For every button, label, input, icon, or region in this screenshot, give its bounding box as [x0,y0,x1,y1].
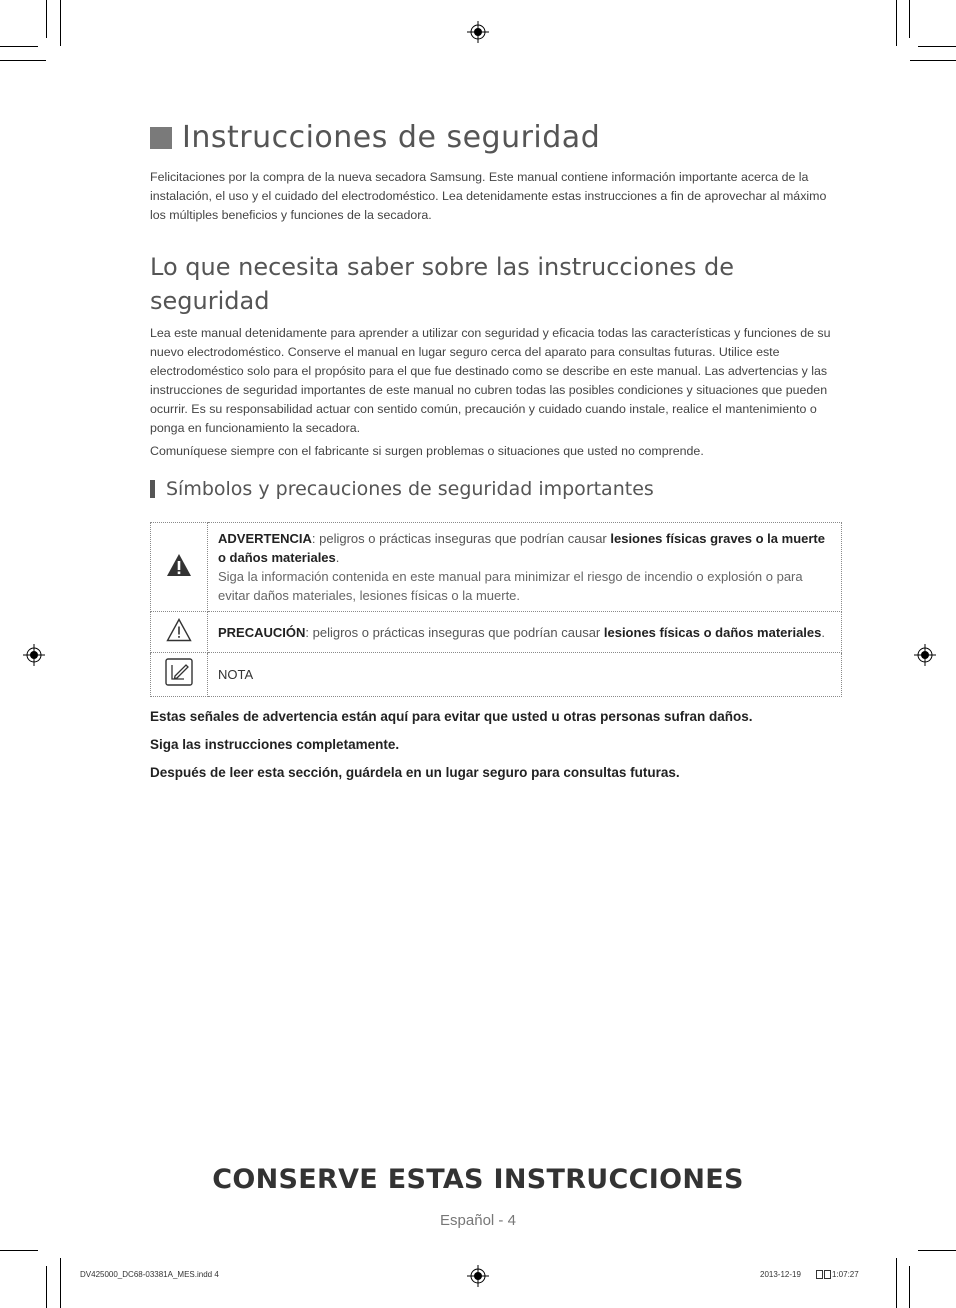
crop-mark [918,1250,956,1251]
section-paragraph-contact: Comuníquese siempre con el fabricante si surgen problemas o situaciones que usted no comprende. [150,444,704,458]
crop-mark [46,0,47,38]
slug-filename: DV425000_DC68-03381A_MES.indd 4 [80,1270,219,1279]
caution-row [151,612,842,653]
page-title [150,120,600,155]
crop-mark [896,1258,897,1308]
crop-mark [46,1266,47,1308]
caution-text: peligros o prácticas inseguras que podrían causar [312,624,604,640]
warning-icon-cell [151,523,208,612]
crop-mark [909,1266,910,1308]
warning-row [151,523,842,612]
symbols-heading [150,478,654,500]
page-number: Español - 4 [440,1212,516,1229]
caution-icon-cell [151,612,208,653]
crop-mark [918,46,956,47]
registration-mark-icon [467,21,489,43]
warning-sep: : [311,531,320,546]
note-label: NOTA [218,667,254,682]
heading-bar-icon [150,480,155,498]
registration-mark-icon [467,1265,489,1287]
symbols-heading-text: Símbolos y precauciones de seguridad importantes [166,478,654,500]
registration-mark-icon [914,644,936,666]
bold-note-3: Después de leer esta sección, guárdela en un lugar seguro para consultas futuras. [150,765,680,780]
crop-mark [60,0,61,46]
warning-bold-text: lesiones físicas graves o la muerte o daños materiales [218,531,825,565]
note-text-cell [208,653,842,697]
warning-sub-text: Siga la información contenida en este manual para minimizar el riesgo de incendio o explosión o para evitar daños materiales, lesiones físicas o la muerte. [218,569,803,603]
crop-mark [0,60,46,61]
title-square-icon [150,127,172,149]
crop-mark [909,0,910,38]
warning-end: . [335,550,340,565]
caution-sep: : [305,624,313,640]
warning-filled-icon [166,553,192,577]
section-paragraph: Lea este manual detenidamente para aprender a utilizar con seguridad y eficacia todas las características y funciones de su nuevo electrodoméstico. Conserve el manual en lugar seguro cerca del aparato para consultas futuras. Utilice este electrodoméstico solo para el propósito para el que fue destinado como se describe en este manual. Las advertencias y las instrucciones de seguridad importantes de este manual no cubren todas las posibles condiciones y situaciones que pueden ocurrir. Es su responsabilidad actuar con sentido común, precaución y cuidado cuando instale, realice el mantenimiento o ponga en funcionamiento la secadora. [150,326,831,435]
conserve-title: CONSERVE ESTAS INSTRUCCIONES [212,1164,744,1195]
caution-text-cell [208,612,842,653]
intro-paragraph: Felicitaciones por la compra de la nueva secadora Samsung. Este manual contiene información importante acerca de la instalación, el uso y el cuidado del electrodoméstico. Lea detenidamente estas instrucciones a fin de aprovechar al máximo los múltiples beneficios y funciones de la secadora. [150,170,827,222]
caution-label: PRECAUCIÓN [218,624,306,640]
crop-mark [0,1250,38,1251]
section-heading: Lo que necesita saber sobre las instrucciones de seguridad [150,253,735,315]
warning-text-cell [208,523,842,612]
crop-mark [60,1258,61,1308]
note-icon [164,657,194,687]
warning-text: peligros o prácticas inseguras que podrían causar [319,531,611,546]
slug-time: 1:07:27 [832,1270,859,1279]
warning-label: ADVERTENCIA [218,531,312,546]
slug-time-box-icon [816,1270,831,1281]
safety-symbols-table [150,522,842,697]
crop-mark [0,46,38,47]
note-icon-cell [151,653,208,697]
caution-bold-text: lesiones físicas o daños materiales [603,624,822,640]
crop-mark [910,60,956,61]
registration-mark-icon [23,644,45,666]
bold-note-2: Siga las instrucciones completamente. [150,737,400,752]
bold-note-1: Estas señales de advertencia están aquí para evitar que usted u otras personas sufran daños. [150,709,753,724]
page-title-text: Instrucciones de seguridad [182,120,601,155]
crop-mark [896,0,897,46]
note-row [151,653,842,697]
slug-date: 2013-12-19 [760,1270,801,1279]
caution-end: . [821,624,825,640]
warning-outline-icon [166,618,192,642]
